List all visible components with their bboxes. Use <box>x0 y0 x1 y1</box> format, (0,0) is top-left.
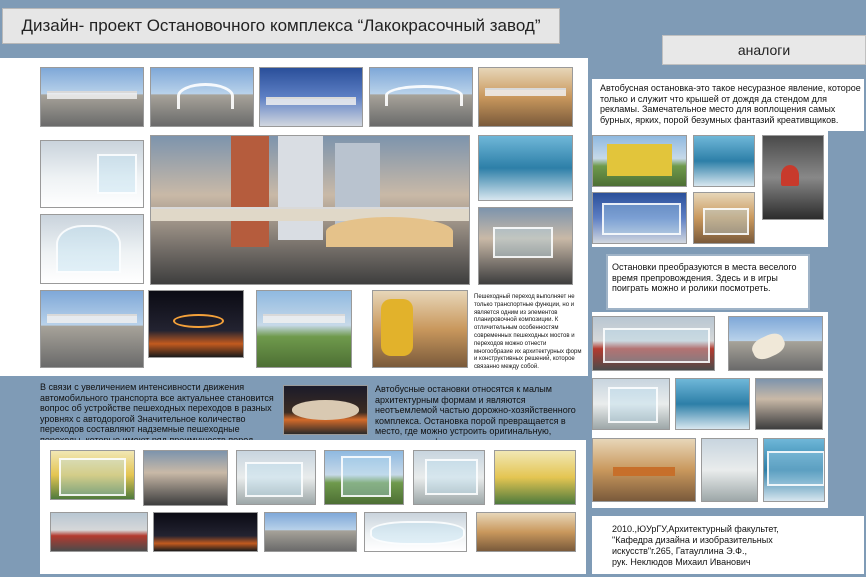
creative-stop-photo-5 <box>693 192 755 244</box>
bus-stop-photo-3 <box>236 450 316 505</box>
crossing-photo-4 <box>369 67 473 127</box>
credits-line-2: "Кафедра дизайна и изобразительных искусств"г.265, Гатауллина Э.Ф., <box>612 535 773 556</box>
fun-stop-photo-7 <box>701 438 758 502</box>
fun-stop-photo-2 <box>728 316 823 371</box>
fun-stop-photo-8 <box>763 438 825 502</box>
crossing-photo-13 <box>372 290 468 368</box>
bus-stop-photo-evening <box>283 385 368 435</box>
fun-stop-photo-6 <box>592 438 696 502</box>
crossing-photo-2 <box>150 67 254 127</box>
bus-stop-photo-8 <box>153 512 258 552</box>
creative-stop-photo-3 <box>762 135 824 220</box>
fun-stop-photo-5 <box>755 378 823 430</box>
crossing-photo-1 <box>40 67 144 127</box>
creative-stop-photo-2 <box>693 135 755 187</box>
crossing-photo-9 <box>478 207 573 285</box>
analogs-label-box <box>662 35 866 65</box>
crossing-photo-6 <box>40 140 144 208</box>
transformation-text: Остановки преобразуются в места веселого время препровождения. Здесь и в игры поиграть можно и ролики посмотреть. <box>612 262 797 294</box>
fun-stop-photo-1 <box>592 316 715 371</box>
pedestrian-crossing-text: Пешеходный переход выполняет не только транспортные функции, но и является одним из элементов планировочной композиции. К отличительным особенностям современных пешеходных мостов и переходов можно отнести многообразие их архитектурных форм и конструктивных решений, которое связанно между собой. <box>474 294 582 371</box>
bus-stop-photo-2 <box>143 450 228 506</box>
bus-stop-intro-text: Автобусная остановка-это такое несуразное явление, которое только и служит что крышей от дождя да стендом для рекламы. Замечательное место для воплощения самых бурных, ярких, порой безумных фантазий креативщиков. <box>600 83 861 125</box>
traffic-growth-text: В связи с увеличением интенсивности движения автомобильного транспорта все актуальнее становится вопрос об устройстве пешеходных переходов в разных уровнях с автодорогой Значительное количество переходов составляют надземные пешеходные <box>40 382 274 435</box>
fun-stop-photo-3 <box>592 378 670 430</box>
crossing-photo-5 <box>478 67 573 127</box>
small-forms-text: Автобусные остановки относятся к малым архитектурным формам и являются неотъемлемой частью дорожно-хозяйственного комплекса. Остановка порой превращается в место, где можно устроить оригинальную, <box>375 384 576 437</box>
bus-stop-photo-6 <box>494 450 576 505</box>
bus-stop-photo-9 <box>264 512 357 552</box>
page-title-text: Дизайн- проект Остановочного комплекса “Лакокрасочный завод” <box>21 16 541 35</box>
crossing-photo-3 <box>259 67 363 127</box>
page-title <box>2 8 560 44</box>
crossing-photo-main <box>150 135 470 285</box>
creative-stop-photo-4 <box>592 192 687 244</box>
bus-stop-photo-4 <box>324 450 404 505</box>
crossing-photo-11 <box>148 290 244 358</box>
crossing-photo-7 <box>40 214 144 284</box>
analogs-label: аналоги <box>737 42 791 58</box>
creative-stop-photo-1 <box>592 135 687 187</box>
crossing-photo-10 <box>40 290 144 368</box>
credits-line-1: 2010.,ЮУрГУ,Архитектурный факультет, <box>612 524 779 534</box>
bus-stop-photo-1 <box>50 450 135 500</box>
fun-stop-photo-4 <box>675 378 750 430</box>
bus-stop-photo-10 <box>364 512 467 552</box>
crossing-photo-8 <box>478 135 573 201</box>
credits-line-3: рук. Неклюдов Михаил Иванович <box>612 557 751 567</box>
bus-stop-photo-11 <box>476 512 576 552</box>
bus-stop-photo-7 <box>50 512 148 552</box>
bus-stop-photo-5 <box>413 450 485 505</box>
crossing-photo-12 <box>256 290 352 368</box>
